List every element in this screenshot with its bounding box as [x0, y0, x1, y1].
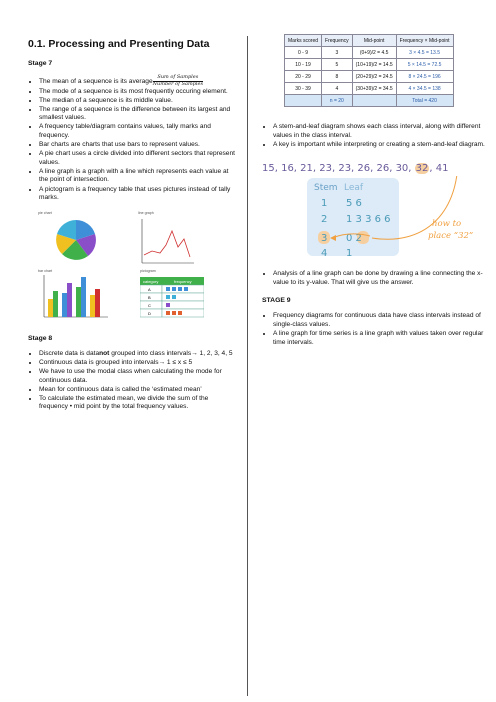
svg-text:0 2: 0 2	[346, 233, 362, 245]
svg-text:place “32”: place “32”	[428, 231, 474, 242]
pictogram-thumb	[140, 277, 204, 319]
list-item: • Frequency diagrams for continuous data have class intervals instead of single-class values.	[273, 312, 492, 329]
list-item: • We have to use the modal class when calculating the mode for continuous data.	[39, 368, 238, 385]
stage7-heading: Stage 7	[28, 60, 53, 67]
svg-text:B: B	[148, 294, 151, 300]
stage8-list	[28, 350, 238, 412]
list-item: • A stem-and-leaf diagram shows each class interval, along with different values in the class interval.	[273, 123, 492, 140]
line-graph-thumb	[136, 217, 196, 267]
line-graph-list	[262, 270, 492, 287]
stage9-list	[262, 312, 492, 347]
list-item: • A pictogram is a frequency table that uses pictures instead of tally marks.	[39, 186, 238, 203]
list-item: • A frequency table/diagram contains values, tally marks and frequency.	[39, 123, 238, 140]
chart-thumbnails	[28, 211, 238, 321]
list-item: • The median of a sequence is its middle value.	[39, 97, 238, 106]
page-title: 0.1. Processing and Presenting Data	[28, 38, 210, 50]
list-item: • The range of a sequence is the difference between its largest and smallest values.	[39, 106, 238, 123]
list-item: • Mean for continuous data is called the ‘estimated mean’	[39, 386, 238, 395]
svg-text:A: A	[148, 286, 151, 292]
table-row: 10 - 19 5 (10+19)/2 = 14.5 5 × 14.5 = 72.5	[285, 59, 454, 71]
left-column	[28, 34, 238, 412]
list-item: • Continuous data is grouped into intervals→ 1 ≤ x ≤ 5	[39, 359, 238, 368]
svg-text:5 6: 5 6	[346, 198, 362, 210]
list-item: • A line graph is a graph with a line which represents each value at the point of intersection.	[39, 168, 238, 185]
list-item: • Discrete data is datanot grouped into class intervals→ 1, 2, 3, 4, 5	[39, 350, 238, 359]
list-item: • To calculate the estimated mean, we divide the sum of the frequency • mid point by the total frequency values.	[39, 395, 238, 412]
stage7-list	[28, 75, 238, 203]
svg-text:Stem: Stem	[314, 183, 338, 194]
pictogram-thumb-label: pictogram	[140, 268, 156, 273]
list-item: • Analysis of a line graph can be done by drawing a line connecting the x-value to its y-value. That will give us the answer.	[273, 270, 492, 287]
svg-text:1: 1	[346, 248, 353, 259]
line-graph-thumb-label: line graph	[138, 210, 154, 215]
stem-leaf-list	[262, 123, 492, 149]
pie-chart-thumb	[48, 217, 104, 263]
stage8-heading: Stage 8	[28, 334, 53, 342]
mean-formula: $\frac{\text{Sum of Samples}}{\text{Number of Samples}}$	[152, 74, 204, 87]
stem-leaf-diagram	[262, 176, 492, 258]
list-item: • The mean of a sequence is its average $\frac{\text{Sum of Samples}}{\text{Number of Samples}}$	[39, 75, 238, 87]
svg-text:1: 1	[321, 198, 328, 210]
table-header-row: Marks scored Frequency Mid-point Frequency × Mid-point	[285, 35, 454, 47]
list-item: • The mode of a sequence is its most frequently occuring element.	[39, 88, 238, 97]
svg-text:how to: how to	[432, 219, 462, 230]
svg-text:4: 4	[321, 248, 328, 259]
svg-text:frequency: frequency	[174, 278, 192, 284]
bar-chart-thumb-label: bar chart	[38, 268, 53, 273]
svg-text:3: 3	[321, 233, 328, 245]
svg-text:Leaf: Leaf	[344, 183, 364, 194]
list-item: • A line graph for time series is a line graph with values taken over regular time intervals.	[273, 330, 492, 347]
list-item: • A pie chart uses a circle divided into different sectors that represent values.	[39, 150, 238, 167]
table-row: 30 - 39 4 (30+39)/2 = 34.5 4 × 34.5 = 138	[285, 83, 454, 95]
bar-chart-thumb	[40, 273, 110, 321]
pie-chart-thumb-label: pie chart	[38, 210, 52, 215]
column-divider	[247, 36, 248, 696]
svg-text:C: C	[148, 302, 151, 308]
table-total-row: n = 20 Total = 420	[285, 95, 454, 107]
svg-text:category: category	[143, 278, 159, 284]
list-item: • A key is important while interpreting or creating a stem-and-leaf diagram.	[273, 141, 492, 150]
svg-text:1 3 3 6 6: 1 3 3 6 6	[346, 214, 391, 226]
list-item: • Bar charts are charts that use bars to represent values.	[39, 141, 238, 150]
table-row: 20 - 29 8 (20+29)/2 = 24.5 8 × 24.5 = 196	[285, 71, 454, 83]
frequency-table	[284, 34, 454, 107]
svg-text:D: D	[148, 310, 151, 316]
svg-text:2: 2	[321, 214, 328, 226]
number-sequence: 15, 16, 21, 23, 23, 26, 26, 30, 32, 41	[262, 163, 449, 175]
right-column	[262, 34, 492, 348]
table-row: 0 - 9 3 (0+9)/2 = 4.5 3 × 4.5 = 13.5	[285, 47, 454, 59]
stage9-heading: STAGE 9	[262, 297, 291, 305]
